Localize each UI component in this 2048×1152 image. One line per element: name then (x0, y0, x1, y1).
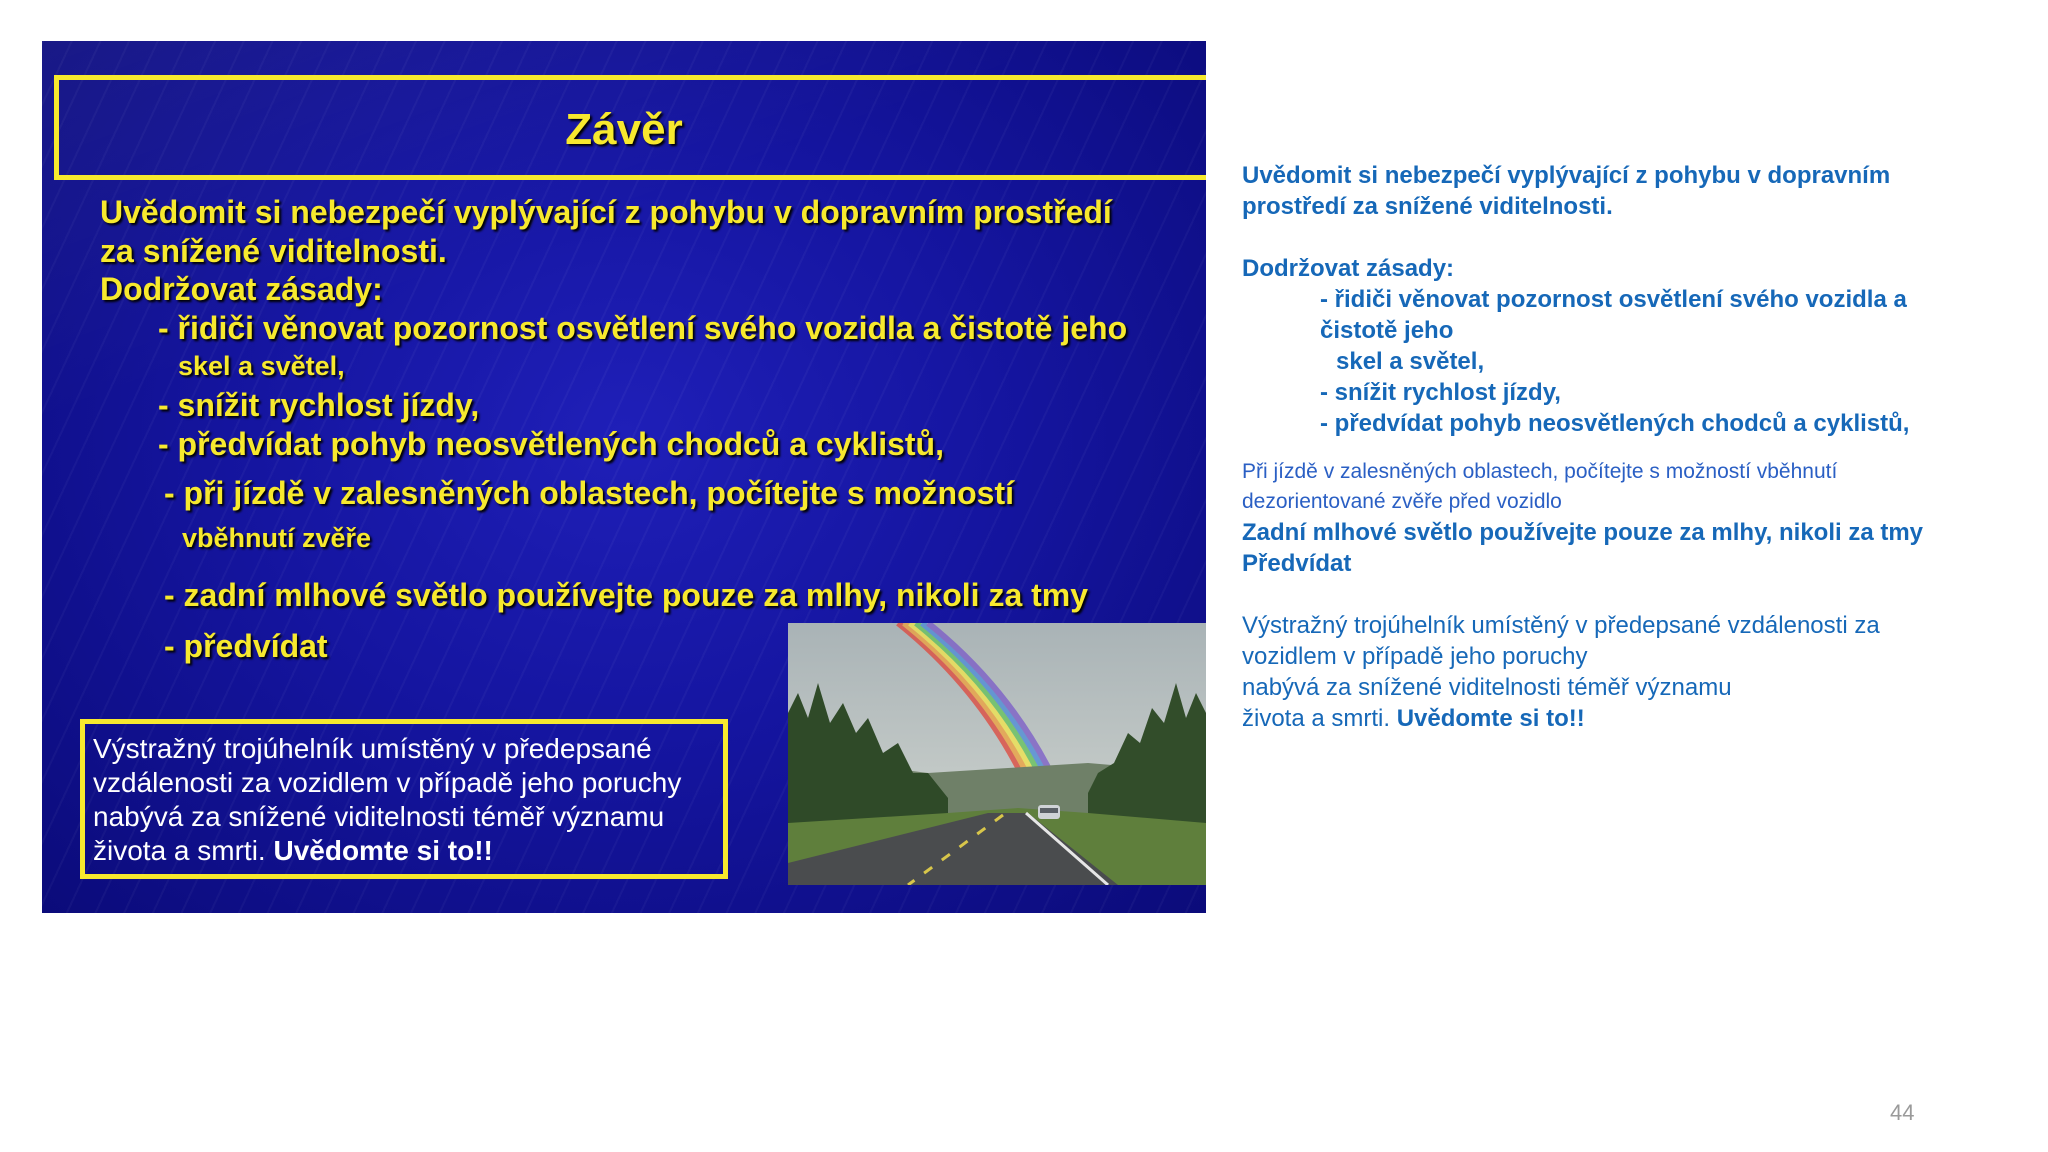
notes-line: Zadní mlhové světlo používejte pouze za mlhy, nikoli za tmy (1242, 519, 1924, 546)
warning-line: vzdálenosti za vozidlem v případě jeho poruchy (93, 767, 682, 798)
notes-line-last (1242, 703, 2002, 734)
notes-line: vozidlem v případě jeho poruchy (1242, 643, 1588, 670)
warning-line: Výstražný trojúhelník umístěný v předepsané (93, 733, 652, 764)
warning-line: nabývá za snížené viditelnosti téměř významu (93, 801, 665, 832)
notes-line: nabývá za snížené viditelnosti téměř významu (1242, 674, 1732, 701)
warning-box (80, 719, 728, 879)
notes-line: Výstražný trojúhelník umístěný v předepsané vzdálenosti za (1242, 612, 1880, 639)
slide-line: - zadní mlhové světlo používejte pouze za mlhy, nikoli za tmy (164, 577, 1089, 613)
slide-line: skel a světel, (178, 351, 345, 381)
slide-line: Uvědomit si nebezpečí vyplývající z pohybu v dopravním prostředí (100, 194, 1112, 230)
rainbow-road-photo (788, 623, 1206, 885)
notes-emphasis: Uvědomte si to!! (1396, 705, 1585, 732)
notes-line: života a smrti. (1242, 705, 1397, 732)
notes-line: Uvědomit si nebezpečí vyplývající z pohybu v dopravním (1242, 162, 1891, 189)
notes-heading: Dodržovat zásady: (1242, 255, 1455, 282)
warning-emphasis: Uvědomte si to!! (273, 835, 493, 866)
warning-line-last (93, 834, 713, 868)
slide-line: - při jízdě v zalesněných oblastech, počítejte s možností (164, 475, 1014, 511)
notes-line: skel a světel, (1336, 348, 1485, 375)
slide-line: Dodržovat zásady: (100, 271, 383, 307)
slide-title: Závěr (565, 105, 683, 154)
slide-line: vběhnutí zvěře (182, 523, 372, 553)
page-number: 44 (1890, 1100, 1915, 1125)
notes-line: - řidiči věnovat pozornost osvětlení svého vozidla a (1320, 286, 1907, 313)
slide-line: - předvídat (164, 628, 328, 664)
slide-line: - snížit rychlost jízdy, (158, 387, 480, 423)
slide-line: - předvídat pohyb neosvětlených chodců a cyklistů, (158, 426, 944, 462)
notes-line: čistotě jeho (1320, 317, 1454, 344)
slide-image (42, 41, 1206, 913)
notes-line: dezorientované zvěře před vozidlo (1242, 490, 1562, 513)
notes-line: - snížit rychlost jízdy, (1320, 379, 1561, 406)
slide-line: za snížené viditelnosti. (100, 233, 447, 269)
notes-line: Při jízdě v zalesněných oblastech, počítejte s možností vběhnutí (1242, 460, 1838, 483)
notes-line: Předvídat (1242, 550, 1352, 577)
notes-line: prostředí za snížené viditelnosti. (1242, 193, 1613, 220)
slide-line: - řidiči věnovat pozornost osvětlení svého vozidla a čistotě jeho (158, 310, 1128, 346)
notes-line: - předvídat pohyb neosvětlených chodců a cyklistů, (1320, 410, 1910, 437)
warning-line: života a smrti. (93, 835, 274, 866)
speaker-notes (1242, 160, 2002, 734)
